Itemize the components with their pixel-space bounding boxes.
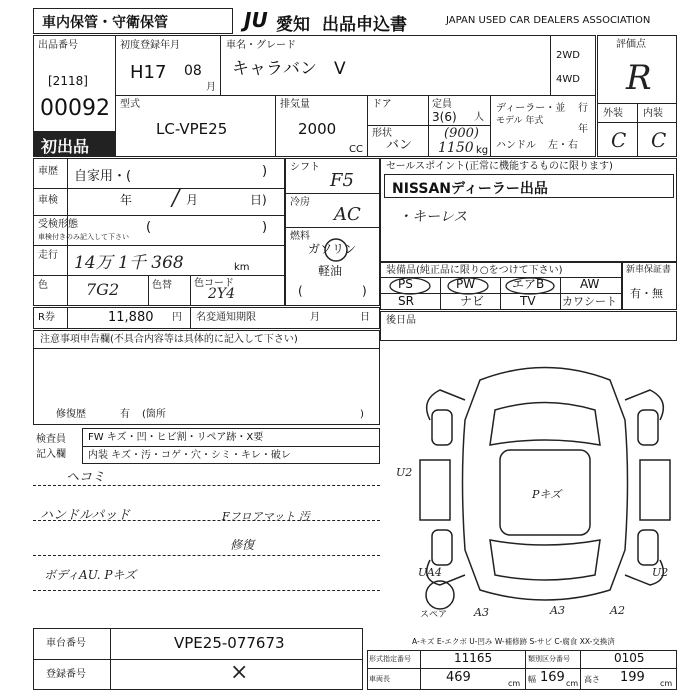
dealer-label: ディーラー・並 <box>496 103 566 114</box>
weight-unit: kg <box>476 145 489 156</box>
type-value: 11165 <box>454 651 493 665</box>
height-unit: cm <box>660 679 673 688</box>
height-value: 199 <box>620 670 645 685</box>
width-label: 幅 <box>528 675 536 684</box>
comment-5: ボディAU. Pキズ <box>44 568 137 582</box>
tax-amount: 11,880 <box>108 310 154 325</box>
model-label: 型式 <box>120 99 140 110</box>
ac-hand: AC <box>334 204 361 225</box>
inspection-day: 日) <box>250 193 267 207</box>
exterior-label: 外装 <box>603 108 623 119</box>
equip-ps[interactable]: PS <box>398 277 413 291</box>
rating-score: R <box>626 58 652 98</box>
length-value: 469 <box>446 670 471 685</box>
class-label: 類別区分番号 <box>528 655 570 663</box>
drive-4wd[interactable]: 4WD <box>556 74 580 85</box>
logo-text: 愛知 <box>276 15 310 35</box>
registration-month-unit: 月 <box>206 82 216 93</box>
color-hand: 7G2 <box>86 280 120 299</box>
comment-1: ヘコミ <box>66 470 106 485</box>
diagram-spare-label: スペア <box>420 610 448 620</box>
reception-note: 車検付きのみ記入して下さい <box>38 233 129 241</box>
diagram-label-2: Pキズ <box>532 488 562 501</box>
notice-label: 名変通知期限 <box>196 312 256 323</box>
comment-3: Fフロアマット 汚 <box>222 510 310 523</box>
inspector-row-2: 内装 キズ・汚・コゲ・穴・シミ・キレ・破レ <box>88 450 291 461</box>
lot-code: [2118] <box>48 74 88 88</box>
weight-note: (900) <box>444 126 479 141</box>
length-label: 車両長 <box>369 675 390 683</box>
diagram-label-6: A2 <box>610 604 625 617</box>
shift-hand: F5 <box>330 170 354 191</box>
handle-options: 左・右 <box>548 140 578 151</box>
fuel-close: ) <box>362 284 367 298</box>
vehicle-name-label: 車名・グレード <box>226 40 296 51</box>
registration-year: H17 <box>130 62 167 83</box>
diagram-label-3: UA4 <box>418 566 442 579</box>
repair-place: (箇所 <box>142 409 166 420</box>
storage-badge <box>33 8 233 34</box>
mileage-hand: 14万 1千 368 <box>74 253 184 273</box>
equip-navi[interactable]: ナビ <box>460 294 485 308</box>
reception-close: ) <box>262 220 268 235</box>
inspector-label-2: 記入欄 <box>36 449 66 460</box>
repair-label: 修復歴 <box>56 409 86 420</box>
capacity-label: 定員 <box>432 99 452 110</box>
exterior-score: C <box>611 128 627 152</box>
color-label: 色 <box>38 280 48 291</box>
association-name: JAPAN USED CAR DEALERS ASSOCIATION <box>446 15 651 26</box>
shift-label: シフト <box>290 162 320 173</box>
mileage-unit: km <box>234 262 250 273</box>
logo-mark: JU <box>244 8 268 32</box>
width-unit: cm <box>566 679 579 688</box>
inspection-label: 車検 <box>38 195 58 206</box>
reg-label: 登録番号 <box>46 669 86 680</box>
interior-label: 内装 <box>643 108 663 119</box>
mileage-label: 走行 <box>38 250 58 261</box>
repair-close: ) <box>360 409 364 420</box>
first-listing-badge <box>33 131 115 157</box>
model-year-label: モデル 年式 <box>496 116 544 126</box>
door-label: ドア <box>372 99 392 110</box>
notice-month: 月 <box>310 312 320 323</box>
diagram-label-5: A3 <box>550 604 565 617</box>
color-change-label: 色替 <box>152 280 172 291</box>
chassis-value: VPE25-077673 <box>174 634 285 652</box>
tax-label: R券 <box>38 312 55 323</box>
sales-point-1: NISSANディーラー出品 <box>392 181 548 197</box>
repair-value: 有 <box>120 409 130 420</box>
registration-month: 08 <box>184 63 202 79</box>
rating-label: 評価点 <box>616 39 646 50</box>
history-label: 車歴 <box>38 166 58 177</box>
inspection-month: 月 <box>186 193 199 207</box>
lot-number: 00092 <box>40 96 110 121</box>
car-diagram <box>410 350 680 620</box>
cc-unit: CC <box>349 144 363 155</box>
equip-aw[interactable]: AW <box>580 277 600 291</box>
reg-mark: × <box>230 660 249 685</box>
new-car-value: 有・無 <box>630 287 663 300</box>
history-close: ) <box>262 164 268 179</box>
diagram-label-7: U2 <box>652 566 669 579</box>
after-block <box>380 311 677 341</box>
chassis-label: 車台番号 <box>46 638 86 649</box>
first-listing-label: 初出品 <box>41 137 90 156</box>
lot-number-label: 出品番号 <box>38 40 78 51</box>
type-label: 形式指定番号 <box>369 655 411 663</box>
fuel-label: 燃料 <box>290 231 310 242</box>
interior-score: C <box>651 128 667 152</box>
inspection-mark: / <box>172 186 180 211</box>
equip-pw[interactable]: PW <box>456 277 476 291</box>
class-value: 0105 <box>614 651 645 665</box>
fuel-gas[interactable]: ガソリン <box>308 242 357 256</box>
diagram-label-1: U2 <box>396 466 413 479</box>
sales-point-2: ・キーレス <box>398 209 468 225</box>
equip-tv[interactable]: TV <box>520 294 536 308</box>
history-value: 自家用・( <box>74 169 132 184</box>
width-value: 169 <box>540 670 565 685</box>
length-unit: cm <box>508 679 521 688</box>
color-code-hand: 2Y4 <box>208 286 236 302</box>
equipment-label: 装備品(純正品に限り○をつけて下さい) <box>386 265 563 276</box>
equip-airbag[interactable]: エアB <box>512 277 545 291</box>
reception-open: ( <box>146 220 152 235</box>
inspector-label-1: 検査員 <box>36 434 66 445</box>
inspection-year: 年 <box>120 193 133 207</box>
storage-label: 車内保管・守衛保管 <box>42 15 168 31</box>
equip-sr[interactable]: SR <box>398 294 414 308</box>
inspector-row-1: FW キズ・凹・ヒビ割・リペア跡・X要 <box>88 432 264 443</box>
new-car-label: 新車保証書 <box>626 265 672 275</box>
color-code-label: 色コード <box>194 278 234 289</box>
displacement-value: 2000 <box>298 120 337 138</box>
vehicle-name: キャラバン V <box>232 59 346 79</box>
shape-label: 形状 <box>372 128 392 139</box>
height-label: 高さ <box>584 675 600 684</box>
comment-4: 修復 <box>230 538 255 552</box>
model-year-unit: 年 <box>578 124 588 135</box>
fuel-circle-mark <box>322 236 350 264</box>
fuel-diesel[interactable]: 軽油 <box>318 264 343 278</box>
dealer-ok: 行 <box>578 103 588 114</box>
model-value: LC-VPE25 <box>156 120 228 138</box>
ac-label: 冷房 <box>290 197 310 208</box>
fuel-open: ( <box>298 284 303 298</box>
shape-value: バン <box>386 138 413 153</box>
sales-label: セールスポイント(正常に機能するものに限ります) <box>386 161 613 172</box>
tax-unit: 円 <box>172 312 182 323</box>
notes-label: 注意事項申告欄(不具合内容等は具体的に記入して下さい) <box>40 334 298 345</box>
weight-value: 1150 <box>438 140 474 156</box>
equipment-circle-marks <box>380 276 560 296</box>
diagram-label-4: A3 <box>474 606 489 619</box>
damage-legend: A-キズ E-エクボ U-凹み W-補修跡 S-サビ C-腐食 XX-交換済 <box>412 637 615 646</box>
registration-label: 初度登録年月 <box>120 40 180 51</box>
capacity-value: 3(6) <box>432 110 457 124</box>
after-label: 後日品 <box>386 315 416 326</box>
drive-2wd[interactable]: 2WD <box>556 50 580 61</box>
notice-day: 日 <box>360 312 370 323</box>
form-title: 出品申込書 <box>322 15 407 35</box>
reception-label: 受検形態 <box>38 219 78 230</box>
comment-2: ハンドルパッド <box>40 508 131 523</box>
equip-leather[interactable]: カワシート <box>562 295 617 308</box>
displacement-label: 排気量 <box>280 99 310 110</box>
handle-label: ハンドル <box>496 140 536 151</box>
capacity-unit: 人 <box>474 112 484 123</box>
